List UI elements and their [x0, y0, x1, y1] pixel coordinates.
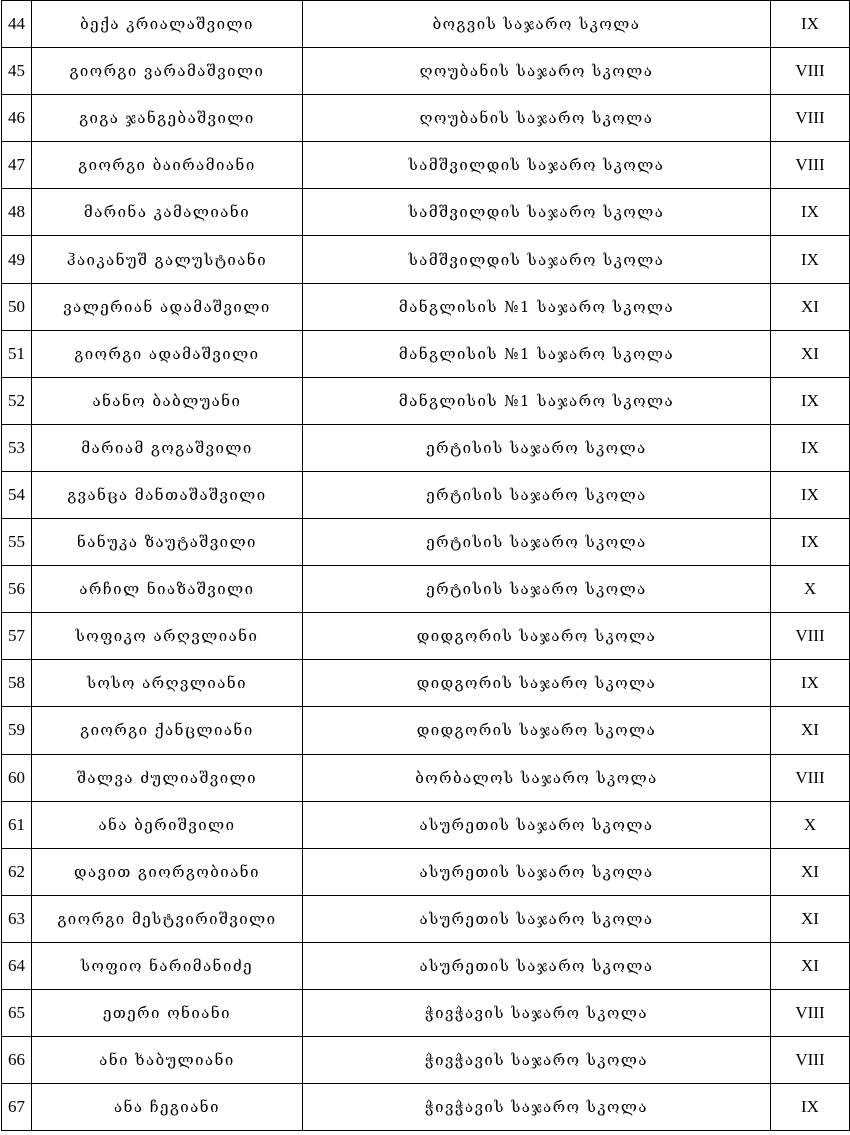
row-number-cell: 67: [2, 1084, 32, 1131]
table-row: [2, 471, 850, 518]
table-row: [2, 566, 850, 613]
student-table: [1, 0, 850, 1131]
table-row: [2, 754, 850, 801]
table-row: [2, 330, 850, 377]
row-number-cell: 64: [2, 942, 32, 989]
student-name-cell: მარინა კამალიანი: [32, 189, 303, 236]
grade-cell: VIII: [771, 754, 850, 801]
row-number-cell: 58: [2, 660, 32, 707]
student-name-cell: ანი ხაბულიანი: [32, 1037, 303, 1084]
row-number-cell: 57: [2, 613, 32, 660]
grade-cell: X: [771, 566, 850, 613]
school-name-cell: მანგლისის №1 საჯარო სკოლა: [303, 330, 771, 377]
student-name-cell: გიგა ჯანგებაშვილი: [32, 95, 303, 142]
student-name-cell: ჰაიკანუშ გალუსტიანი: [32, 236, 303, 283]
grade-cell: XI: [771, 707, 850, 754]
table-row: [2, 236, 850, 283]
school-name-cell: ასურეთის საჯარო სკოლა: [303, 895, 771, 942]
school-name-cell: ღოუბანის საჯარო სკოლა: [303, 95, 771, 142]
row-number-cell: 65: [2, 989, 32, 1036]
student-name-cell: დავით გიორგობიანი: [32, 848, 303, 895]
table-row: [2, 613, 850, 660]
student-name-cell: მარიამ გოგაშვილი: [32, 424, 303, 471]
table-row: [2, 1084, 850, 1131]
grade-cell: IX: [771, 189, 850, 236]
grade-cell: VIII: [771, 142, 850, 189]
grade-cell: X: [771, 801, 850, 848]
school-name-cell: სამშვილდის საჯარო სკოლა: [303, 189, 771, 236]
school-name-cell: ჭივჭავის საჯარო სკოლა: [303, 1037, 771, 1084]
school-name-cell: ერტისის საჯარო სკოლა: [303, 566, 771, 613]
grade-cell: XI: [771, 330, 850, 377]
school-name-cell: ერტისის საჯარო სკოლა: [303, 424, 771, 471]
table-row: [2, 1, 850, 48]
student-name-cell: გვანცა მანთაშაშვილი: [32, 471, 303, 518]
student-name-cell: ვალერიან ადამაშვილი: [32, 283, 303, 330]
grade-cell: IX: [771, 1, 850, 48]
row-number-cell: 60: [2, 754, 32, 801]
grade-cell: XI: [771, 942, 850, 989]
grade-cell: XI: [771, 283, 850, 330]
school-name-cell: დიდგორის საჯარო სკოლა: [303, 660, 771, 707]
school-name-cell: მანგლისის №1 საჯარო სკოლა: [303, 377, 771, 424]
student-name-cell: გიორგი მესტვირიშვილი: [32, 895, 303, 942]
student-name-cell: სოფიო ნარიმანიძე: [32, 942, 303, 989]
row-number-cell: 54: [2, 471, 32, 518]
grade-cell: VIII: [771, 613, 850, 660]
table-row: [2, 424, 850, 471]
student-name-cell: ნანუკა ზაუტაშვილი: [32, 519, 303, 566]
grade-cell: VIII: [771, 48, 850, 95]
student-name-cell: გიორგი ქანცლიანი: [32, 707, 303, 754]
table-row: [2, 189, 850, 236]
student-name-cell: ანანო ბაბლუანი: [32, 377, 303, 424]
row-number-cell: 51: [2, 330, 32, 377]
row-number-cell: 59: [2, 707, 32, 754]
table-row: [2, 377, 850, 424]
student-table-body: [2, 1, 850, 1131]
grade-cell: IX: [771, 660, 850, 707]
row-number-cell: 55: [2, 519, 32, 566]
school-name-cell: ღოუბანის საჯარო სკოლა: [303, 48, 771, 95]
table-row: [2, 942, 850, 989]
student-name-cell: ბექა კრიალაშვილი: [32, 1, 303, 48]
grade-cell: IX: [771, 471, 850, 518]
grade-cell: IX: [771, 377, 850, 424]
student-name-cell: სოფიკო არღვლიანი: [32, 613, 303, 660]
grade-cell: XI: [771, 848, 850, 895]
row-number-cell: 49: [2, 236, 32, 283]
grade-cell: IX: [771, 519, 850, 566]
grade-cell: IX: [771, 424, 850, 471]
row-number-cell: 50: [2, 283, 32, 330]
table-row: [2, 660, 850, 707]
school-name-cell: ბორბალოს საჯარო სკოლა: [303, 754, 771, 801]
school-name-cell: მანგლისის №1 საჯარო სკოლა: [303, 283, 771, 330]
row-number-cell: 62: [2, 848, 32, 895]
grade-cell: VIII: [771, 989, 850, 1036]
school-name-cell: დიდგორის საჯარო სკოლა: [303, 613, 771, 660]
row-number-cell: 66: [2, 1037, 32, 1084]
student-name-cell: არჩილ ნიაზაშვილი: [32, 566, 303, 613]
school-name-cell: სამშვილდის საჯარო სკოლა: [303, 236, 771, 283]
student-name-cell: შალვა ძულიაშვილი: [32, 754, 303, 801]
table-row: [2, 48, 850, 95]
grade-cell: XI: [771, 895, 850, 942]
row-number-cell: 53: [2, 424, 32, 471]
grade-cell: VIII: [771, 1037, 850, 1084]
table-row: [2, 142, 850, 189]
student-name-cell: გიორგი ბაირამიანი: [32, 142, 303, 189]
school-name-cell: სამშვილდის საჯარო სკოლა: [303, 142, 771, 189]
table-row: [2, 95, 850, 142]
grade-cell: VIII: [771, 95, 850, 142]
row-number-cell: 56: [2, 566, 32, 613]
row-number-cell: 47: [2, 142, 32, 189]
school-name-cell: ასურეთის საჯარო სკოლა: [303, 848, 771, 895]
school-name-cell: ბოგვის საჯარო სკოლა: [303, 1, 771, 48]
row-number-cell: 44: [2, 1, 32, 48]
row-number-cell: 45: [2, 48, 32, 95]
row-number-cell: 61: [2, 801, 32, 848]
school-name-cell: ასურეთის საჯარო სკოლა: [303, 801, 771, 848]
row-number-cell: 46: [2, 95, 32, 142]
table-row: [2, 801, 850, 848]
table-row: [2, 848, 850, 895]
school-name-cell: ასურეთის საჯარო სკოლა: [303, 942, 771, 989]
student-name-cell: სოსო არღვლიანი: [32, 660, 303, 707]
table-row: [2, 519, 850, 566]
grade-cell: IX: [771, 1084, 850, 1131]
table-row: [2, 707, 850, 754]
school-name-cell: ჭივჭავის საჯარო სკოლა: [303, 1084, 771, 1131]
school-name-cell: ერტისის საჯარო სკოლა: [303, 471, 771, 518]
student-name-cell: გიორგი ვარამაშვილი: [32, 48, 303, 95]
row-number-cell: 48: [2, 189, 32, 236]
student-name-cell: გიორგი ადამაშვილი: [32, 330, 303, 377]
table-row: [2, 283, 850, 330]
row-number-cell: 52: [2, 377, 32, 424]
table-row: [2, 989, 850, 1036]
row-number-cell: 63: [2, 895, 32, 942]
school-name-cell: ერტისის საჯარო სკოლა: [303, 519, 771, 566]
student-name-cell: ანა ჩეგიანი: [32, 1084, 303, 1131]
school-name-cell: ჭივჭავის საჯარო სკოლა: [303, 989, 771, 1036]
grade-cell: IX: [771, 236, 850, 283]
table-row: [2, 1037, 850, 1084]
student-name-cell: ეთერი ონიანი: [32, 989, 303, 1036]
student-name-cell: ანა ბერიშვილი: [32, 801, 303, 848]
school-name-cell: დიდგორის საჯარო სკოლა: [303, 707, 771, 754]
table-row: [2, 895, 850, 942]
